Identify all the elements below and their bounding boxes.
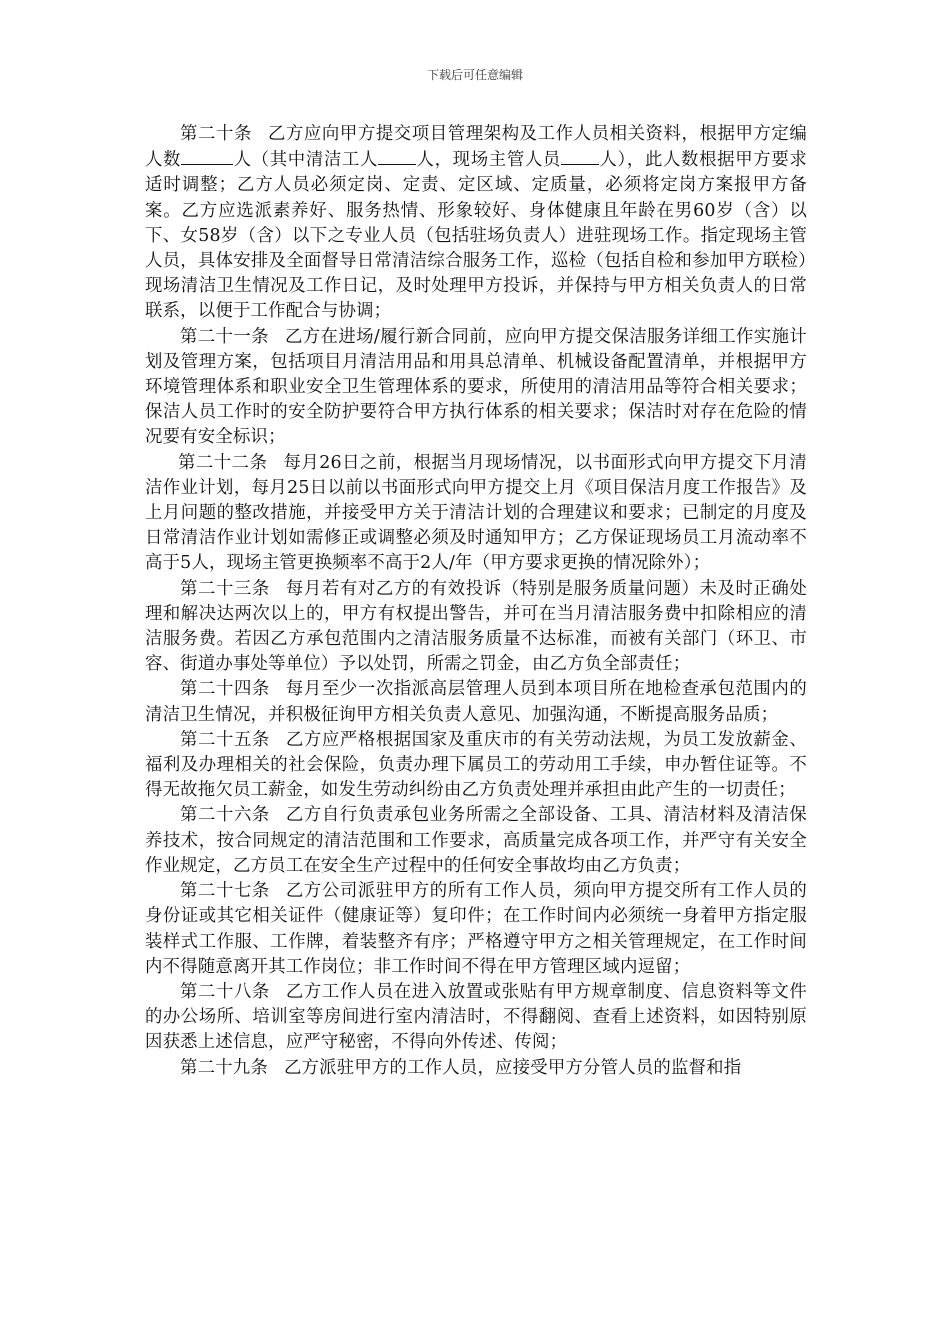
clause-text: 乙方在进场/履行新合同前，应向甲方提交保洁服务详细工作实施计划及管理方案，包括项目月清洁用品和用具总清单、机械设备配置清单，并根据甲方环境管理体系和职业安全卫生管理体系的要求，所使用的清洁用品等符合相关要求；保洁人员工作时的安全防护要符合甲方执行体系的相关要求；保洁时对存在危险的情况要有安全标识； xyxy=(145,326,807,448)
clause-text: 乙方派驻甲方的工作人员，应接受甲方分管人员的监督和指 xyxy=(283,1057,742,1078)
clause-text: 人），此人数根据甲方要求适时调整；乙方人员必须定岗、定责、定区域、定质量，必须将定岗方案报甲方备案。乙方应选派素养好、服务热情、形象较好、身体健康且年龄在男60岁（含）以下、女58岁（含）以下之专业人员（包括驻场负责人）进驻现场工作。指定现场主管人员，具体安排及全面督导日常清洁综合服务工作，巡检（包括自检和参加甲方联检）现场清洁卫生情况及工作日记，及时处理甲方投诉，并保持与甲方相关负责人的日常联系，以便于工作配合与协调； xyxy=(145,150,807,322)
clause-number: 第二十七条 xyxy=(180,881,270,902)
clause-28 xyxy=(145,980,807,1056)
clause-21 xyxy=(145,325,807,451)
clause-text: 乙方公司派驻甲方的所有工作人员，须向甲方提交所有工作人员的身份证或其它相关证件（健康证等）复印件；在工作时间内必须统一身着甲方指定服装样式工作服、工作牌，着装整齐有序；严格遵守甲方之相关管理规定，在工作时间内不得随意离开其工作岗位；非工作时间不得在甲方管理区域内逗留； xyxy=(145,881,807,977)
clause-number: 第二十条 xyxy=(180,124,252,144)
page-header: 下载后可任意编辑 xyxy=(426,68,523,82)
blank-field xyxy=(561,147,599,165)
clause-number: 第二十一条 xyxy=(180,326,269,347)
clause-23 xyxy=(145,577,807,678)
clause-25 xyxy=(145,728,807,804)
blank-field xyxy=(181,147,233,165)
clause-text: 每月26日之前，根据当月现场情况，以书面形式向甲方提交下月清洁作业计划，每月25日以前以书面形式向甲方提交上月《项目保洁月度工作报告》及上月问题的整改措施，并接受甲方关于清洁计划的合理建议和要求；已制定的月度及日常清洁作业计划如需修正或调整必须及时通知甲方；乙方保证现场员工月流动率不高于5人，现场主管更换频率不高于2人/年（甲方要求更换的情况除外）； xyxy=(145,452,807,574)
clause-24 xyxy=(145,677,807,727)
clause-text: 人（其中清洁工人 xyxy=(233,150,379,171)
clause-number: 第二十二条 xyxy=(178,452,268,473)
clause-number: 第二十四条 xyxy=(180,679,270,700)
clause-text: 乙方工作人员在进入放置或张贴有甲方规章制度、信息资料等文件的办公场所、培训室等房间进行室内清洁时，不得翻阅、查看上述资料，如因特别原因获悉上述信息，应严守秘密，不得向外传述、传阅； xyxy=(145,981,807,1053)
clause-number: 第二十五条 xyxy=(180,729,270,750)
clause-text: 乙方自行负责承包业务所需之全部设备、工具、清洁材料及清洁保养技术，按合同规定的清洁范围和工作要求，高质量完成各项工作，并严守有关安全作业规定，乙方员工在安全生产过程中的任何安全事故均由乙方负责； xyxy=(145,805,807,876)
clause-number: 第二十三条 xyxy=(180,578,270,599)
clause-number: 第二十八条 xyxy=(180,981,270,1002)
blank-field xyxy=(378,147,416,165)
clause-26 xyxy=(145,803,807,879)
clause-text: 乙方应向甲方提交项目管理架构及工作人员相关资料，根据甲方定编人数 xyxy=(145,124,807,171)
clause-text: 每月至少一次指派高层管理人员到本项目所在地检查承包范围内的清洁卫生情况，并积极征询甲方相关负责人意见、加强沟通，不断提高服务品质； xyxy=(145,679,807,725)
clause-text: 人，现场主管人员 xyxy=(416,150,561,171)
document-body xyxy=(145,122,807,1081)
clause-22 xyxy=(145,451,807,577)
clause-27 xyxy=(145,879,807,980)
clause-text: 乙方应严格根据国家及重庆市的有关劳动法规，为员工发放薪金、福利及办理相关的社会保险，负责办理下属员工的劳动用工手续，申办暂住证等。不得无故拖欠员工薪金，如发生劳动纠纷由乙方负责处理并承担由此产生的一切责任； xyxy=(145,729,807,801)
clause-text: 每月若有对乙方的有效投诉（特别是服务质量问题）未及时正确处理和解决达两次以上的，甲方有权提出警告，并可在当月清洁服务费中扣除相应的清洁服务费。若因乙方承包范围内之清洁服务质量不达标准，而被有关部门（环卫、市容、街道办事处等单位）予以处罚，所需之罚金，由乙方负全部责任； xyxy=(145,578,807,675)
clause-29 xyxy=(145,1056,807,1081)
clause-number: 第二十九条 xyxy=(180,1057,268,1078)
clause-20 xyxy=(145,122,807,325)
clause-number: 第二十六条 xyxy=(180,805,270,826)
